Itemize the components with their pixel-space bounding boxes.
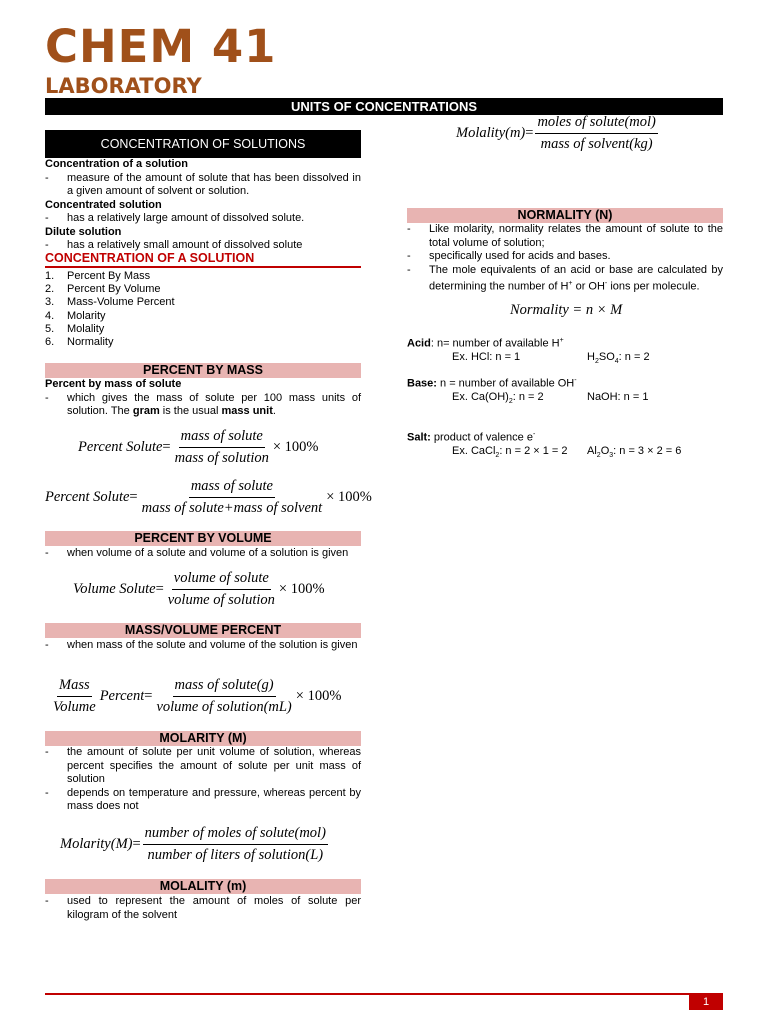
molarity-formula: Molarity(M) = $\frac{\text{number of moles of solute(mol)}}{\text{number of liters of solution(L)}}$ <box>60 825 326 863</box>
section-banner: UNITS OF CONCENTRATIONS <box>45 98 723 115</box>
acid-block: Acid: n= number of available H+ Ex. HCl: n = 1 $H_2SO_4$: n = 2 <box>407 337 650 366</box>
list-item: 5. Molality <box>45 322 105 335</box>
mass-volume-percent-formula: $\frac{\text{Mass}}{\text{Volume}}$ Percent = $\frac{\text{mass of solute(g)}}{\text{volume of solution(mL)}}$ × 100% <box>53 677 342 715</box>
list-item: 2. Percent By Volume <box>45 283 161 296</box>
salt-block: Salt: product of valence e- Ex. CaCl$_2$: n = 2 × 1 = 2 $Al_2O_3$: n = 3 × 2 = 6 <box>407 431 682 460</box>
molality-formula: Molality(m) = $\frac{\text{moles of solute(mol)}}{\text{mass of solvent(kg)}}$ <box>456 114 656 152</box>
mass-volume-percent-text: - when mass of the solute and volume of the solution is given <box>45 639 358 651</box>
list-item: 4. Molarity <box>45 309 106 322</box>
percent-by-mass-header: PERCENT BY MASS <box>45 363 361 378</box>
concentration-header: CONCENTRATION OF SOLUTIONS <box>45 130 361 158</box>
concentration-list <box>45 270 361 349</box>
definition-term: Concentration of a solution <box>45 158 188 170</box>
definition-item: - has a relatively small amount of dissolved solute <box>45 239 303 251</box>
list-heading: CONCENTRATION OF A SOLUTION <box>45 251 361 268</box>
list-item: 1. Percent By Mass <box>45 270 151 282</box>
definition-term: Concentrated solution <box>45 198 162 211</box>
normality-header: NORMALITY (N) <box>407 208 723 223</box>
percent-by-mass-text: Percent by mass of solute - which gives the mass of solute per 100 mass units of solution. The gram is the usual mass unit. <box>45 378 361 417</box>
percent-by-volume-text: - when volume of a solute and volume of a solution is given <box>45 547 349 559</box>
list-item: 6. Normality <box>45 336 114 349</box>
normality-text: - Like molarity, normality relates the amount of solute to the total volume of solution; - specifically used for acids and bases. - The mole equivalents of an acid or base are calculated by determining the number of H+ or OH- ions per molecule. <box>407 223 723 293</box>
mass-volume-percent-header: MASS/VOLUME PERCENT <box>45 623 361 638</box>
molality-text: - used to represent the amount of moles of solute per kilogram of the solvent <box>45 895 361 921</box>
molality-header: MOLALITY (m) <box>45 879 361 894</box>
definition-item: - has a relatively large amount of dissolved solute. <box>45 212 305 224</box>
base-block: Base: n = number of available OH- Ex. $Ca(OH)_2$: n = 2 NaOH: n = 1 <box>407 377 649 406</box>
page-subtitle: LABORATORY <box>45 74 202 98</box>
percent-by-mass-formula-1: Percent Solute = $\frac{\text{mass of solute}}{\text{mass of solution}}$ × 100% <box>78 428 319 466</box>
molarity-header: MOLARITY (M) <box>45 731 361 746</box>
molarity-text: - the amount of solute per unit volume of solution, whereas percent specifies the amount of solute per unit mass of solution - depends on temperature and pressure, whereas percent by mass does not <box>45 746 361 812</box>
footer-rule <box>45 993 723 995</box>
page-title: CHEM 41 <box>45 20 277 73</box>
list-item: 3. Mass-Volume Percent <box>45 296 175 309</box>
percent-by-volume-formula: Volume Solute = $\frac{\text{volume of solute}}{\text{volume of solution}}$ × 100% <box>73 570 325 608</box>
definition-item: - measure of the amount of solute that has been dissolved in a given amount of solvent or solution. <box>45 171 361 197</box>
page-number: 1 <box>689 994 723 1010</box>
percent-by-mass-formula-2: Percent Solute = $\frac{\text{mass of solute}}{\text{mass of solute+mass of solvent}}$ × 100% <box>45 478 372 516</box>
percent-by-volume-header: PERCENT BY VOLUME <box>45 531 361 546</box>
definitions-block <box>45 158 361 253</box>
definition-term: Dilute solution <box>45 225 122 238</box>
normality-formula: Normality = n × M <box>510 302 623 318</box>
